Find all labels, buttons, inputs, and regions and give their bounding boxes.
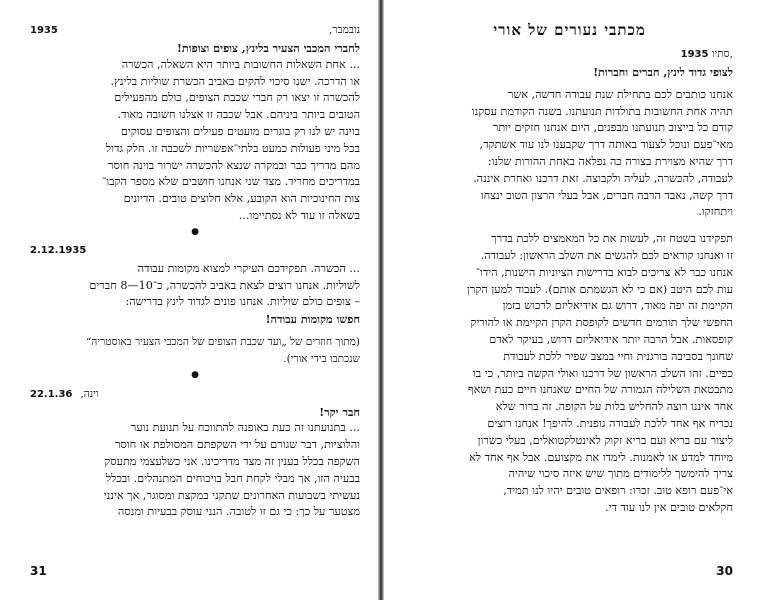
text-line: מהם מדריך כבר ובמקרה שנצא להכשרה ישרור בוינה חוסר: [107, 158, 360, 172]
text-line: ... בתנועתנו זה כעת באופנה להתווכח על תנועת נוער: [130, 421, 360, 435]
page-number-right: 30: [716, 564, 733, 578]
text-line: – צופים כולם שוליות. אנחנו פונים לגדוד לינץ בדרישה:: [125, 295, 360, 309]
letter1-dateline: [30, 24, 360, 40]
letter2-emphasis: חפשו מקומות עבודה!: [265, 312, 360, 327]
text-line: והלוציות, דבר שגורם על ידי השקפתם המסולפת או חוסר: [114, 438, 360, 452]
text-line: אחד איננו רוצה להחליש בלות על הקופה. זה ברור שלא: [495, 400, 733, 414]
text-line: בכל מיני פעולות כמעט בלתי־אפשריות לשכבה זו. חלק גדול: [105, 141, 360, 155]
text-line: השקפה בכלל בענין זה מצד מדריכינו. אני כשלעצמי מתעסק: [104, 454, 360, 468]
text-line: בשאלה זו עוד לא נסתיימו...: [238, 208, 360, 222]
letter1-date-month: נובמבר,: [329, 24, 360, 36]
text-line: מיוחד למדע או לאמנות. לימדו את מקצועם. אבל אף אחד לא: [469, 450, 733, 464]
text-line: כפיים. זהו השלב הראשון של דרכנו ואולי הקשה ביותר, כי בו: [472, 366, 733, 380]
text-line: או הדרכה. ישנו סיכוי להקים באביב הכשרת שוליות בלינץ.: [110, 74, 360, 88]
letter1-greeting: לחברי המכבי הצעיר בלינץ, צופים וצופות!: [177, 41, 360, 55]
text-line: נכריח אף אחד ללכת לעבודה גופנית. להיפך! אנחנו רוצים: [487, 416, 733, 430]
note-line: (מתוך חוזרים של „ועד שכבת הצופים של המכבי הצעיר באוסטריה“: [85, 335, 360, 348]
text-line: ליצור עם בריא ועם בריא זקוק לאינטלקטואלים, בעלי כשרון: [477, 433, 733, 447]
text-line: מתבטאת השלילה הגמורה של החיים שאנחנו חיים כעת ושאף: [467, 383, 733, 397]
letter3-greeting: חבר יקר!: [319, 404, 360, 419]
text-line: זו ואנחנו קוראים לכם להגשים את השלב הראשון: לעבודה.: [480, 248, 733, 262]
letter-date: [681, 48, 733, 60]
text-line: חקלאים טובים אין לנו עוד די.: [605, 500, 733, 514]
letter3-dateline: [30, 388, 360, 404]
text-line: קודם כל בייצוב תנועתנו מבפנים, היום אנחנו חזקים יותר: [492, 121, 733, 135]
letter-dateline: [406, 48, 733, 64]
letter-greeting: לצופי גדוד לינץ, חברים וחברות!: [593, 65, 733, 79]
text-line: תהיה אחת החשובות בתולדות תנועתנו. בשנה הקודמת עסקנו: [471, 104, 733, 118]
text-line: אנחנו כבר לא צריכים לבוא בדרישות הציוניות הישנות, הידו־: [475, 265, 733, 279]
text-line: דרך קשה, נאבד הרבה חברים, אבל בעלי הרצון הטוב ינצחו: [480, 188, 733, 202]
text-line: לשוליות. אנחנו רוצים לצאת באביב להכשרה, כ־10—8 חברים: [89, 278, 360, 292]
text-line: בבעיה הזו, אך מבלי לקחת חבל בויכוחים המתנהלים. ובכלל: [105, 471, 360, 485]
letter-date-year: 1935: [680, 49, 709, 60]
book-title: מכתבי נעורים של אורי: [493, 21, 646, 39]
text-line: אנחנו כותבים לכם בתחילת שנת עבודה חדשה, אשר: [507, 87, 733, 101]
text-line: לעבודה, להכשרה, לעליה ולקבוצה. זאת דרכנו ואחרת איננה.: [473, 171, 733, 185]
right-page: [384, 0, 759, 600]
text-line: דרך שהיא מצוירת בצורה כה נפלאה באחת ההורות שלנו:: [487, 154, 733, 168]
text-line: צות החינוכיות הוא הקובע, אלא חלוצים טובים. הדיונים: [123, 192, 360, 206]
letter3-date: 22.1.36: [30, 388, 73, 400]
text-line: ויתחזקו.: [698, 205, 733, 219]
text-line: קופסאות. אבל הרבה יותר אידיאליזם דרוש, בעיקר לאדם: [489, 332, 733, 346]
source-note: [30, 334, 360, 368]
section-bullet: ●: [191, 369, 199, 380]
text-line: הקיימת זה יפה מאוד, דרוש גם אידיאליזם לרכוש בזמן: [502, 299, 733, 313]
left-page: [0, 0, 378, 600]
text-line: בוינה יש לנו רק בוגרים מועטים פעילים והצופים עסוקים: [120, 124, 360, 138]
text-line: שחונך בסביבה בורגנית וחיי במצב שפיר ללכת לעבודת: [503, 349, 733, 363]
letter2-dateline: [30, 245, 360, 261]
page-number-left: 31: [30, 564, 47, 578]
text-line: ... הכשרה. תפקידכם העיקרי למצוא מקומות עבודה: [137, 261, 360, 275]
text-line: אי־פעם רופא טוב. זכרו: רופאים טובים יהיו לנו תמיד,: [503, 484, 733, 498]
text-line: מאי־פעם ונוכל לצעוד באותה דרך שקבענו לנו עוד אשתקד,: [479, 138, 733, 152]
text-line: תפקידנו בשטח זה, לעשות את כל המאמצים ללכת בדרך: [491, 232, 733, 246]
text-line: עות לכם היטב (אם כי לא הגשמתם אותם). לעבוד למען הקרן: [467, 282, 733, 296]
letter-date-season: סתיו,: [711, 48, 733, 60]
text-line: להכשרה זו יצאו רק חברי שכבת הצופים, כולם מהפעילים: [114, 91, 360, 105]
text-line: במדריכים מחריד. מצד שני אנחנו חושבים שלא מספר הקבו־: [101, 175, 360, 189]
text-line: נעשיתי בשבועות האחרונים שתקני במקצת ומסוגר, אך אינני: [103, 488, 360, 502]
text-line: החפשי שלך תורמים חדשים לקופסת הקרן הקיימת או להוריק: [470, 316, 733, 330]
letter3-place: וינה,: [80, 387, 99, 400]
letter1-date-year: 1935: [30, 25, 58, 36]
note-line: שנכתבו בידי אורי).: [283, 352, 360, 365]
text-line: ... אחת השאלות החשובות ביותר היא השאלה, הכשרה: [121, 57, 360, 71]
section-bullet: ●: [191, 226, 199, 237]
letter2-date: 2.12.1935: [30, 244, 87, 256]
text-line: צריך להימשך ללימודים מתוך שיש איזה סיכוי שיהיה: [508, 467, 733, 481]
text-line: מצטער על כך: כי גם זו לטובה. הנני עוסק בבעיות ומנסה: [117, 505, 360, 519]
text-line: הטובים ביותר ביניהם. אבל שכבה זו אצלנו חשובה מאוד.: [117, 108, 360, 122]
